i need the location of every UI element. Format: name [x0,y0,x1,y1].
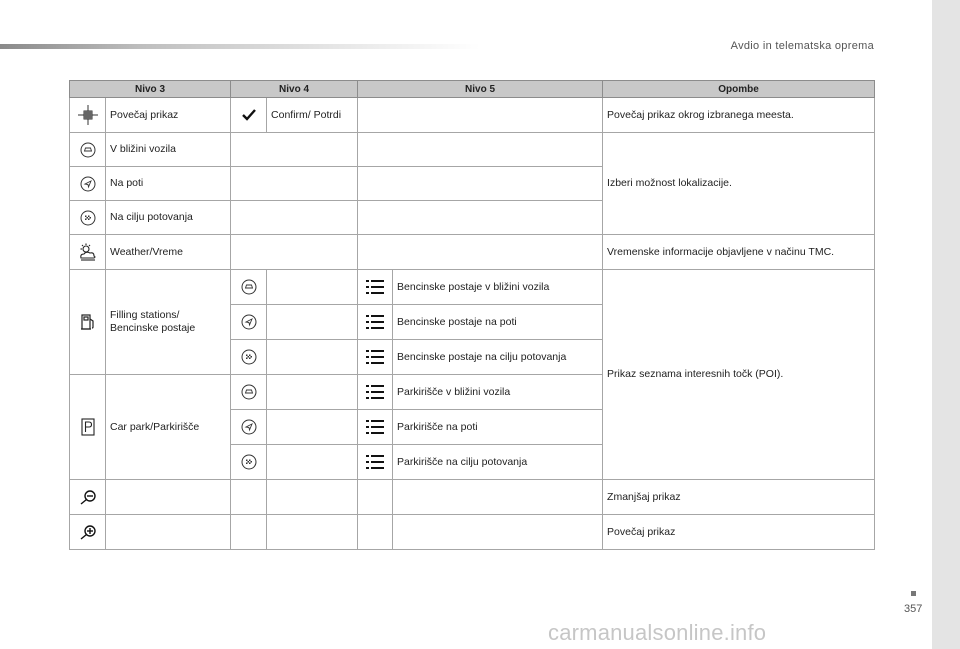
route-arrow-icon [231,305,267,340]
list-icon [358,270,393,305]
empty-cell [267,480,358,515]
note-cell: Zmanjšaj prikaz [603,480,875,515]
row-label: Car park/Parkirišče [106,375,231,480]
confirm-label: Confirm/ Potrdi [267,98,358,133]
zoom-out-icon [70,480,106,515]
empty-cell [106,480,231,515]
note-cell: Povečaj prikaz [603,515,875,550]
car-icon [231,375,267,410]
checkered-flag-icon [231,340,267,375]
empty-cell [231,515,267,550]
note-cell: Prikaz seznama interesnih točk (POI). [603,270,875,480]
empty-cell [267,445,358,480]
empty-cell [358,235,603,270]
list-item: Parkirišče na cilju potovanja [393,445,603,480]
empty-cell [267,305,358,340]
fuel-pump-icon [70,270,106,375]
empty-cell [358,201,603,235]
empty-cell [231,167,358,201]
empty-cell [358,98,603,133]
route-arrow-icon [231,410,267,445]
crosshair-zoom-icon [70,98,106,133]
row-label: Na cilju potovanja [106,201,231,235]
note-cell: Vremenske informacije objavljene v načinu TMC. [603,235,875,270]
table-row [70,133,875,167]
checkered-flag-icon [231,445,267,480]
empty-cell [358,133,603,167]
table-row [70,235,875,270]
note-cell: Izberi možnost lokalizacije. [603,133,875,235]
table-row [70,270,875,305]
empty-cell [267,270,358,305]
list-item: Bencinske postaje na cilju potovanja [393,340,603,375]
empty-cell [231,480,267,515]
table-row [70,515,875,550]
list-item: Parkirišče v bližini vozila [393,375,603,410]
column-header: Nivo 5 [358,81,603,98]
car-icon [70,133,106,167]
empty-cell [231,235,358,270]
checkmark-icon [231,98,267,133]
empty-cell [267,410,358,445]
empty-cell [231,133,358,167]
empty-cell [358,167,603,201]
empty-cell [393,515,603,550]
list-item: Parkirišče na poti [393,410,603,445]
row-label: Filling stations/ Bencinske postaje [106,270,231,375]
table-row [70,98,875,133]
list-item: Bencinske postaje na poti [393,305,603,340]
row-label: Na poti [106,167,231,201]
checkered-flag-icon [70,201,106,235]
empty-cell [231,201,358,235]
empty-cell [358,480,393,515]
column-header: Nivo 4 [231,81,358,98]
list-icon [358,340,393,375]
column-header: Opombe [603,81,875,98]
list-item: Bencinske postaje v bližini vozila [393,270,603,305]
empty-cell [267,515,358,550]
page-mark [911,591,916,596]
column-header: Nivo 3 [70,81,231,98]
running-header: Avdio in telematska oprema [730,40,874,52]
menu-table [69,80,875,550]
empty-cell [106,515,231,550]
weather-icon [70,235,106,270]
table-header-row [70,81,875,98]
watermark: carmanualsonline.info [548,620,767,645]
empty-cell [358,515,393,550]
list-icon [358,445,393,480]
list-icon [358,375,393,410]
header-rule [0,44,480,49]
table-row [70,480,875,515]
empty-cell [267,375,358,410]
empty-cell [267,340,358,375]
list-icon [358,410,393,445]
list-icon [358,305,393,340]
row-label: V bližini vozila [106,133,231,167]
parking-icon [70,375,106,480]
zoom-in-icon [70,515,106,550]
row-label: Povečaj prikaz [106,98,231,133]
route-arrow-icon [70,167,106,201]
row-label: Weather/Vreme [106,235,231,270]
note-cell: Povečaj prikaz okrog izbranega meesta. [603,98,875,133]
car-icon [231,270,267,305]
empty-cell [393,480,603,515]
page-number: 357 [904,603,923,615]
page-side-band [932,0,960,649]
